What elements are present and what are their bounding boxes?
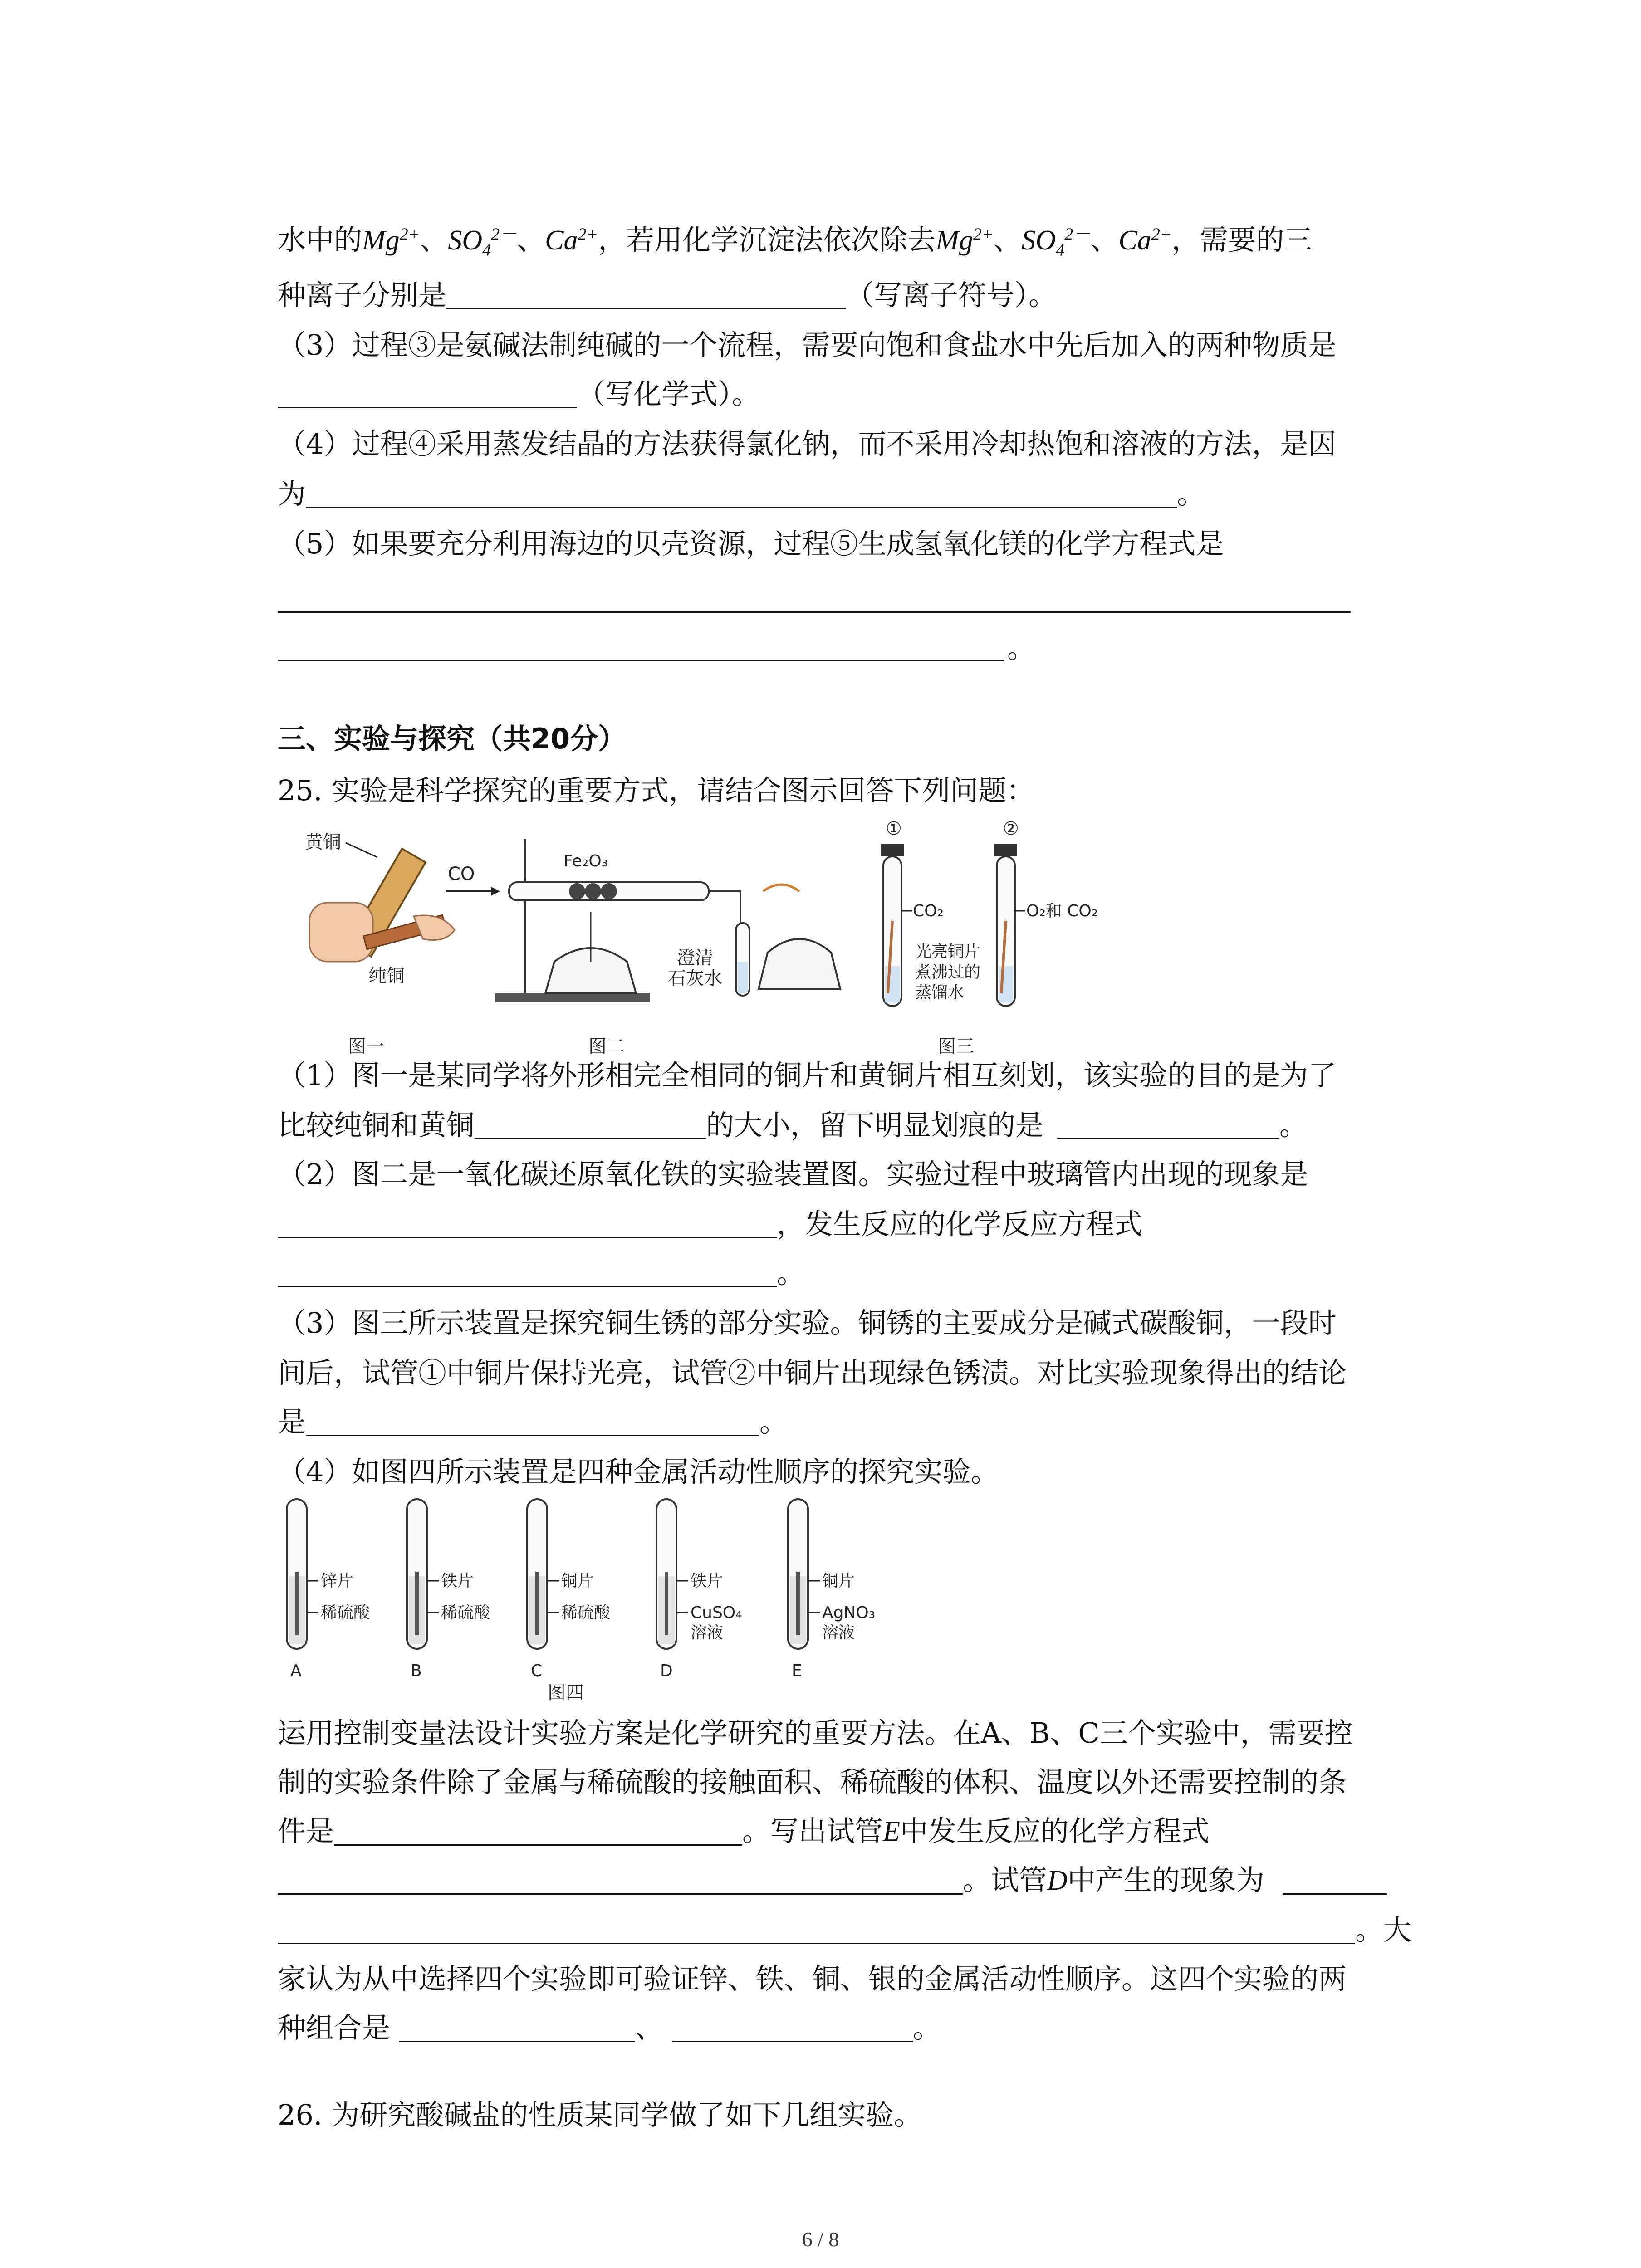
answer-blank[interactable]: [306, 1408, 759, 1436]
sub-question-2: （2）图二是一氧化碳还原氧化铁的实验装置图。实验过程中玻璃管内出现的现象是: [278, 1158, 1308, 1191]
metal-label: 铜片: [561, 1572, 594, 1590]
question-3: （3）过程③是氨碱法制纯碱的一个流程，需要向饱和食盐水中先后加入的两种物质是: [278, 328, 1337, 362]
answer-blank[interactable]: [672, 2014, 913, 2042]
answer-blank[interactable]: [1057, 1112, 1279, 1139]
test-tube-e: [788, 1499, 875, 1680]
tube-letter: E: [792, 1662, 802, 1680]
label-co2: CO₂: [913, 902, 944, 920]
ion-ca-2: $Ca^{2+}$: [1118, 225, 1172, 256]
ion-so4-2: $SO_4^{2-}$: [1021, 225, 1091, 260]
paragraph-line: 件是 。写出试管E中发生反应的化学方程式: [278, 1814, 1210, 1848]
answer-blank[interactable]: [278, 1916, 1355, 1944]
question-5: （5）如果要充分利用海边的贝壳资源，过程⑤生成氢氧化镁的化学方程式是: [278, 527, 1224, 560]
answer-blank[interactable]: [278, 1260, 777, 1287]
tube-letter: A: [290, 1662, 302, 1680]
section-heading: 三、实验与探究（共20分）: [278, 722, 627, 755]
ion-mg-2: $Mg^{2+}$: [936, 225, 994, 256]
question-26: 26. 为研究酸碱盐的性质某同学做了如下几组实验。: [278, 2098, 922, 2131]
figure-4: [278, 1486, 958, 1712]
answer-blank[interactable]: [278, 381, 577, 408]
ions-answer-line: 种离子分别是 （写离子符号）。: [278, 279, 1057, 312]
test-tube-b: [407, 1499, 490, 1680]
paragraph-line: 。大: [278, 1916, 1411, 1944]
answer-blank[interactable]: [334, 1818, 742, 1846]
test-tube-a: [287, 1499, 370, 1680]
question-25: 25. 实验是科学探究的重要方式，请结合图示回答下列问题：: [278, 774, 1035, 807]
metal-label: 铁片: [441, 1572, 474, 1590]
label-co: CO: [448, 864, 475, 885]
answer-blank[interactable]: [278, 1867, 963, 1895]
sub-question-3-cont: 间后，试管①中铜片保持光亮，试管②中铜片出现绿色锈渍。对比实验现象得出的结论: [278, 1356, 1347, 1389]
tube-letter: D: [660, 1662, 673, 1680]
figures-1-3: [278, 812, 1185, 1066]
answer-line[interactable]: [278, 660, 1004, 661]
ion-line: 水中的$Mg^{2+}$、$SO_4^{2-}$、$Ca^{2+}$，若用化学沉淀法依次除去$Mg^{2+}$、$SO_4^{2-}$、$Ca^{2+}$，需要的三: [278, 223, 1313, 260]
figure-2: [446, 839, 840, 1057]
paragraph-line: 制的实验条件除了金属与稀硫酸的接触面积、稀硫酸的体积、温度以外还需要控制的条: [278, 1765, 1347, 1799]
page-number: 6 / 8: [802, 2228, 839, 2251]
label-boiled-1: 煮沸过的: [915, 963, 981, 982]
answer-blank[interactable]: [399, 2014, 635, 2042]
text: 水中的: [278, 223, 362, 256]
figure-3: [881, 818, 1098, 1057]
metal-label: 铜片: [822, 1572, 855, 1590]
paragraph-line: 。试管D中产生的现象为: [278, 1866, 1387, 1895]
ion-mg: $Mg^{2+}$: [362, 225, 420, 256]
paragraph-line: 家认为从中选择四个实验即可验证锌、铁、铜、银的金属活动性顺序。这四个实验的两: [278, 1962, 1347, 1995]
test-tube-d: [656, 1499, 742, 1680]
answer-blank[interactable]: [306, 480, 1177, 508]
caption-fig4: 图四: [548, 1682, 584, 1703]
sub-question-3-answer: 是 。: [278, 1405, 788, 1438]
answer-blank[interactable]: [1283, 1867, 1387, 1895]
tube-letter: B: [411, 1662, 422, 1680]
question-4: （4）过程④采用蒸发结晶的方法获得氯化钠，而不采用冷却热饱和溶液的方法，是因: [278, 427, 1337, 460]
figure-1: [305, 832, 455, 1057]
metal-label: 铁片: [691, 1572, 724, 1590]
label-tube-2: ②: [1003, 818, 1019, 839]
liquid-label-2: 溶液: [691, 1623, 724, 1642]
label-copper-plate: 光亮铜片: [915, 943, 981, 961]
liquid-label: 稀硫酸: [321, 1603, 370, 1622]
liquid-label: 稀硫酸: [441, 1603, 490, 1622]
sub-question-2-equation: 。: [278, 1259, 805, 1287]
question-3-answer: （写化学式）。: [278, 380, 760, 408]
label-tube-1: ①: [886, 818, 902, 839]
ion-ca: $Ca^{2+}$: [545, 225, 598, 256]
liquid-label: CuSO₄: [691, 1603, 742, 1622]
answer-blank[interactable]: [446, 282, 846, 309]
answer-blank[interactable]: [278, 1211, 777, 1238]
metal-label: 锌片: [321, 1572, 354, 1590]
sub-question-1: （1）图一是某同学将外形相完全相同的铜片和黄铜片相互刻划，该实验的目的是为了: [278, 1059, 1337, 1092]
sub-question-4: （4）如图四所示装置是四种金属活动性顺序的探究实验。: [278, 1455, 999, 1488]
question-4-answer: 为 。: [278, 477, 1205, 510]
answer-blank[interactable]: [475, 1112, 706, 1139]
answer-line[interactable]: [278, 611, 1351, 613]
tube-letter: C: [531, 1662, 543, 1680]
liquid-label: 稀硫酸: [561, 1603, 611, 1622]
label-o2-co2: O₂和 CO₂: [1026, 902, 1098, 920]
paragraph-line: 种组合是 、 。: [278, 2011, 941, 2044]
sub-question-3: （3）图三所示装置是探究铜生锈的部分实验。铜锈的主要成分是碱式碳酸铜，一段时: [278, 1306, 1337, 1339]
label-copper: 纯铜: [368, 966, 405, 987]
caption-fig2: 图二: [588, 1036, 625, 1057]
label-limewater-2: 石灰水: [668, 968, 722, 989]
label-limewater-1: 澄清: [677, 948, 713, 968]
sub-question-2-answer: ，发生反应的化学反应方程式: [278, 1210, 1142, 1238]
test-tube-c: [527, 1499, 611, 1680]
label-fe2o3: Fe₂O₃: [563, 852, 608, 870]
caption-fig3: 图三: [938, 1036, 974, 1057]
caption-fig1: 图一: [348, 1036, 384, 1057]
ion-so4: $SO_4^{2-}$: [448, 225, 517, 260]
label-boiled-2: 蒸馏水: [915, 983, 965, 1002]
sub-question-1-answer: 比较纯铜和黄铜 的大小，留下明显划痕的是 。: [278, 1109, 1308, 1142]
label-brass: 黄铜: [305, 832, 341, 853]
period: 。: [1007, 631, 1036, 665]
liquid-label: AgNO₃: [822, 1603, 876, 1622]
liquid-label-2: 溶液: [822, 1623, 855, 1642]
paragraph-line: 运用控制变量法设计实验方案是化学研究的重要方法。在A、B、C三个实验中，需要控: [278, 1716, 1353, 1750]
